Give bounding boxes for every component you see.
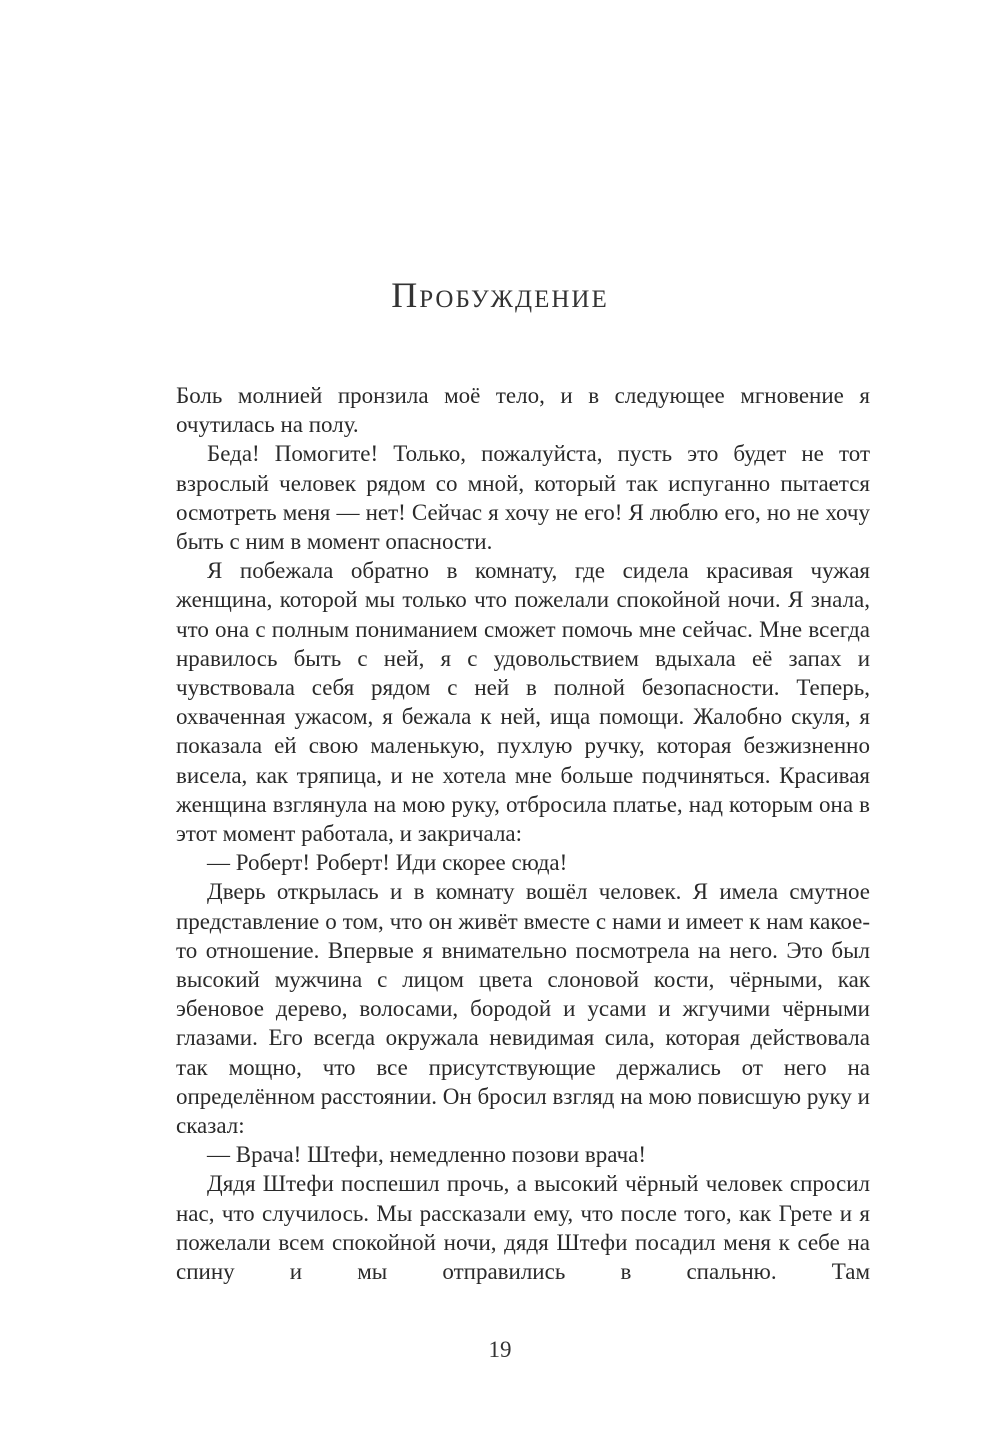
paragraph-3: Я побежала обратно в комнату, где сидела красивая чужая женщина, которой мы только что пожелали спокойной ночи. Я знала, что она с полным пониманием сможет помочь мне сейчас. Мне всегда нравилось быть с ней, я с удовольствием вдыхала её запах и чувствовала себя рядом с ней в полной безопасности. Теперь, охваченная ужасом, я бежала к ней, ища помощи. Жалобно скуля, я показала ей свою маленькую, пухлую ручку, которая безжизненно висела, как тряпица, и не хотела мне больше подчиняться. Красивая женщина взглянула на мою руку, отбросила платье, над которым она в этот момент работала, и закричала: <box>176 558 870 847</box>
body-text <box>176 381 870 1286</box>
dialogue-line-1: — Роберт! Роберт! Иди скорее сюда! <box>207 850 568 876</box>
paragraph-4: Дверь открылась и в комнату вошёл человек. Я имела смутное представление о том, что он живёт вместе с нами и имеет к нам какое-то отношение. Впервые я внимательно посмотрела на него. Это был высокий мужчина с лицом цвета слоновой кости, чёрными, как эбеновое дерево, волосами, бородой и усами и жгучими чёрными глазами. Его всегда окружала невидимая сила, которая действовала так мощно, что все присутствующие держались от него на определённом расстоянии. Он бросил взгляд на мою повисшую руку и сказал: <box>176 879 870 1139</box>
chapter-title: Пробуждение <box>391 275 609 315</box>
page-number: 19 <box>488 1337 512 1362</box>
paragraph-5: Дядя Штефи поспешил прочь, а высокий чёрный человек спросил нас, что случилось. Мы рассказали ему, что после того, как Грете и я пожелали всем спокойной ночи, дядя Штефи посадил меня к себе на спину и мы отправились в спальню. Там <box>176 1171 870 1285</box>
dialogue-line-2: — Врача! Штефи, немедленно позови врача! <box>207 1142 647 1168</box>
paragraph-1: Боль молнией пронзила моё тело, и в следующее мгновение я очутилась на полу. <box>176 383 870 438</box>
paragraph-2: Беда! Помогите! Только, пожалуйста, пусть это будет не тот взрослый человек рядом со мной, который так испуганно пытается осмотреть меня — нет! Сейчас я хочу не его! Я люблю его, но не хочу быть с ним в момент опасности. <box>176 441 870 555</box>
